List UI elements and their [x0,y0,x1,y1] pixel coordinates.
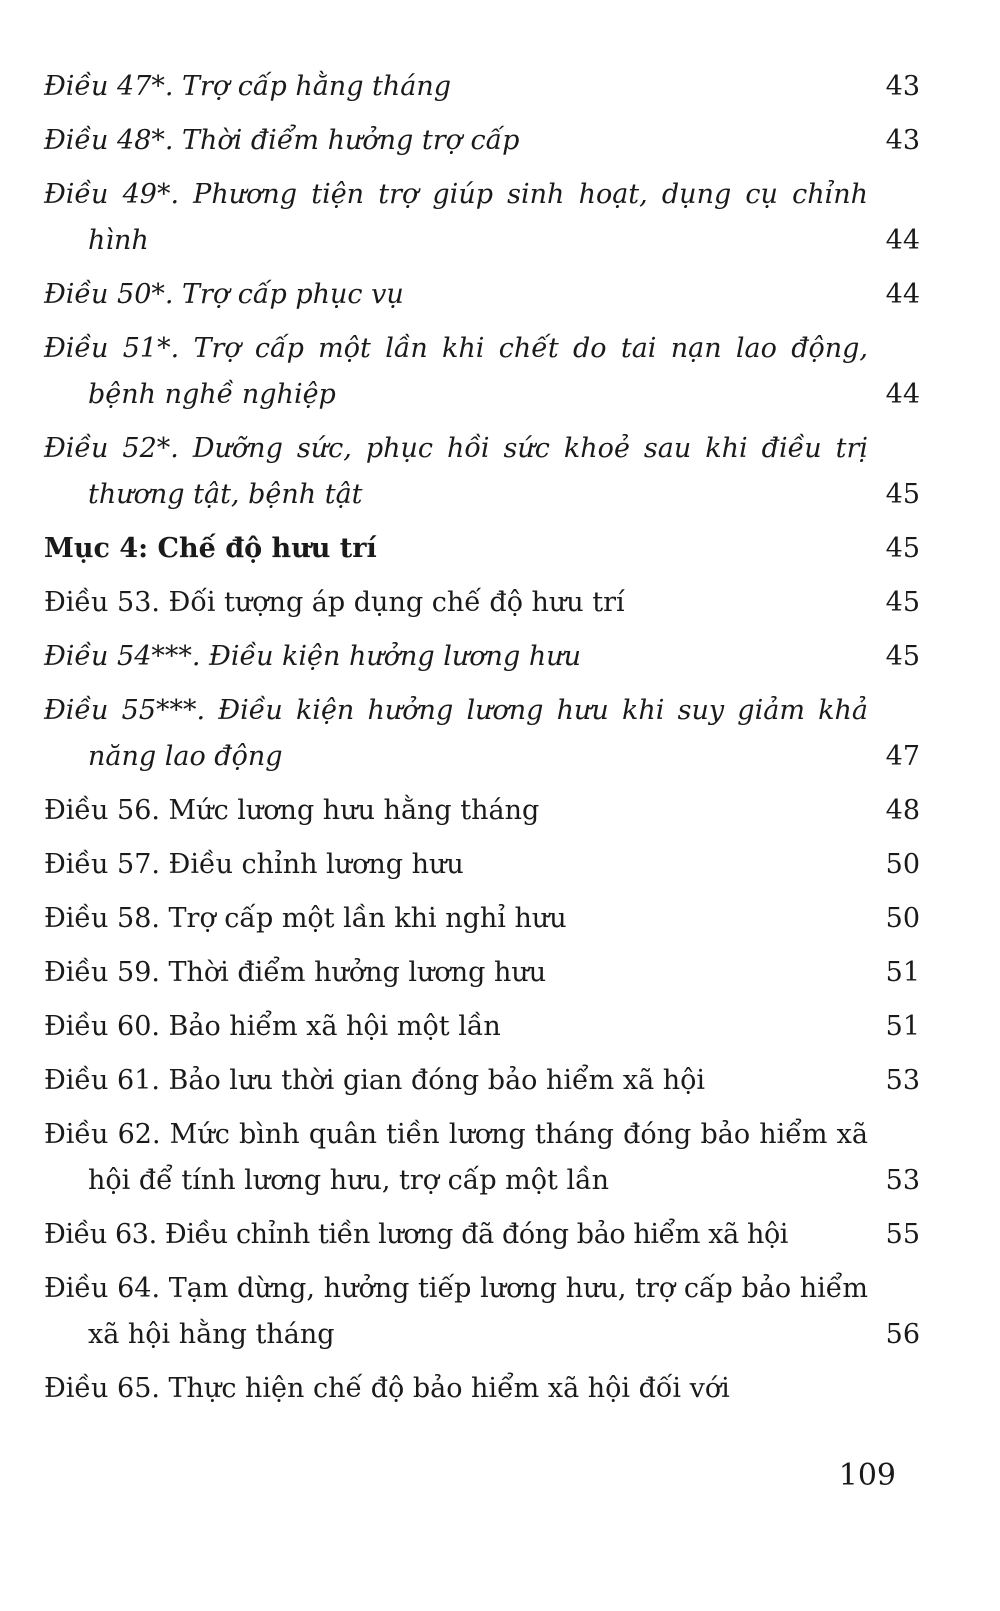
toc-entry-page: 45 [885,479,920,510]
toc-entry-title: Điều 60. Bảo hiểm xã hội một lần [44,1011,501,1042]
toc-entry-page: 45 [885,533,920,564]
toc-entry-page: 43 [885,71,920,102]
toc-entry-dieu-58 [44,896,920,942]
toc-entry-dieu-60 [44,1004,920,1050]
toc-entry-title: Điều 52*. Dưỡng sức, phục hồi sức khoẻ sau khi điều trị thương tật, bệnh tật [44,433,868,510]
toc-entry-dieu-47 [44,64,920,110]
toc-entry-title: Điều 62. Mức bình quân tiền lương tháng đóng bảo hiểm xã hội để tính lương hưu, trợ cấp một lần [44,1119,868,1196]
toc-entry-page: 44 [885,279,920,310]
toc-entry-dieu-56 [44,788,920,834]
toc-entry-page: 44 [885,225,920,256]
toc-entry-page: 43 [885,125,920,156]
toc-entry-page: 56 [885,1319,920,1350]
toc-entry-title: Điều 54***. Điều kiện hưởng lương hưu [44,641,581,672]
toc-entry-dieu-65 [44,1366,920,1412]
toc-entry-title: Điều 63. Điều chỉnh tiền lương đã đóng bảo hiểm xã hội [44,1219,789,1250]
toc-entry-dieu-52 [44,426,920,518]
toc-entry-dieu-55 [44,688,920,780]
toc-entry-dieu-50 [44,272,920,318]
toc-entry-title: Điều 48*. Thời điểm hưởng trợ cấp [44,125,520,156]
toc-entry-dieu-57 [44,842,920,888]
toc-section-muc-4 [44,526,920,572]
toc-entry-title: Điều 65. Thực hiện chế độ bảo hiểm xã hội đối với [44,1373,730,1404]
toc-entry-page: 48 [885,795,920,826]
toc-entry-page: 53 [885,1165,920,1196]
toc-entry-title: Điều 49*. Phương tiện trợ giúp sinh hoạt, dụng cụ chỉnh hình [44,179,868,256]
toc-entry-dieu-61 [44,1058,920,1104]
toc-entry-page: 44 [885,379,920,410]
toc-entry-title: Điều 58. Trợ cấp một lần khi nghỉ hưu [44,903,567,934]
toc-entry-page: 47 [885,741,920,772]
toc-entry-title: Điều 53. Đối tượng áp dụng chế độ hưu trí [44,587,625,618]
toc-entry-title: Điều 61. Bảo lưu thời gian đóng bảo hiểm xã hội [44,1065,706,1096]
toc-entry-dieu-63 [44,1212,920,1258]
toc-entry-dieu-49 [44,172,920,264]
toc-entry-dieu-48 [44,118,920,164]
toc-entry-page: 50 [885,849,920,880]
toc-entry-title: Điều 50*. Trợ cấp phục vụ [44,279,404,310]
toc-entry-title: Điều 56. Mức lương hưu hằng tháng [44,795,540,826]
toc-entry-title: Điều 51*. Trợ cấp một lần khi chết do tai nạn lao động, bệnh nghề nghiệp [44,333,868,410]
toc-entry-page: 45 [885,587,920,618]
table-of-contents [44,64,920,1420]
toc-entry-dieu-51 [44,326,920,418]
toc-entry-title: Điều 59. Thời điểm hưởng lương hưu [44,957,547,988]
page-number: 109 [838,1458,896,1493]
toc-entry-page: 55 [885,1219,920,1250]
toc-entry-title: Điều 64. Tạm dừng, hưởng tiếp lương hưu, trợ cấp bảo hiểm xã hội hằng tháng [44,1273,868,1350]
toc-entry-page: 45 [885,641,920,672]
toc-section-title: Mục 4: Chế độ hưu trí [44,533,377,564]
toc-entry-dieu-54 [44,634,920,680]
toc-entry-page: 51 [885,1011,920,1042]
toc-entry-page: 53 [885,1065,920,1096]
toc-entry-dieu-59 [44,950,920,996]
toc-entry-title: Điều 55***. Điều kiện hưởng lương hưu khi suy giảm khả năng lao động [44,695,868,772]
toc-entry-dieu-53 [44,580,920,626]
toc-entry-title: Điều 57. Điều chỉnh lương hưu [44,849,464,880]
toc-entry-title: Điều 47*. Trợ cấp hằng tháng [44,71,452,102]
toc-entry-page: 50 [885,903,920,934]
toc-entry-dieu-62 [44,1112,920,1204]
toc-entry-page: 51 [885,957,920,988]
toc-entry-dieu-64 [44,1266,920,1358]
